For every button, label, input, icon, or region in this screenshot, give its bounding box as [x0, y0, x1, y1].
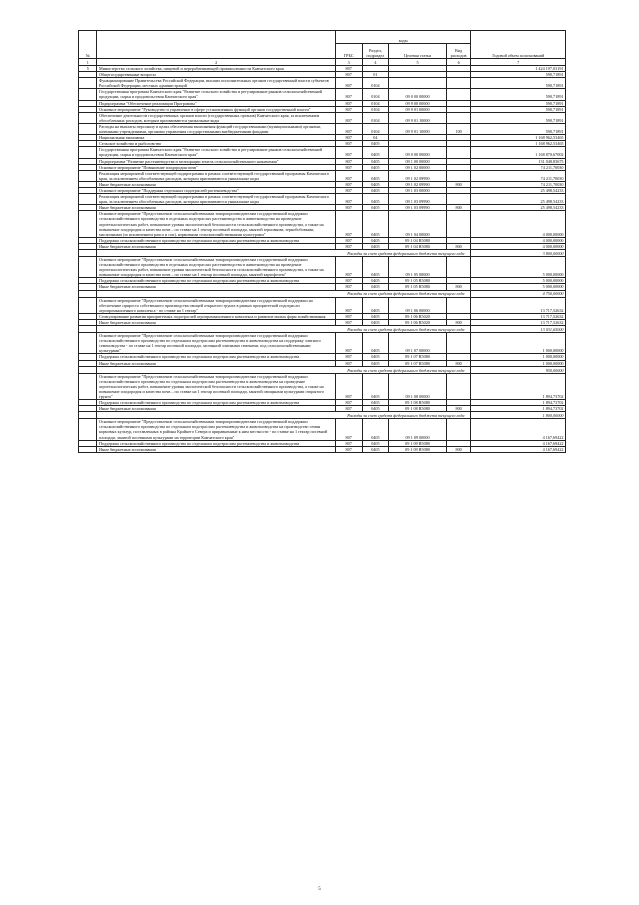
row-target: 09 1 09 00000: [389, 419, 447, 440]
row-grbs: 807: [335, 257, 362, 278]
row-razdel: 0104: [362, 123, 389, 134]
row-name: Сельское хозяйство и рыболовство: [97, 141, 335, 147]
table-row: [79, 419, 566, 440]
row-razdel: 0405: [362, 181, 389, 187]
row-name: Функционирование Правительства Российской Федерации, высших исполнительных органов государственной власти субъектов Российской Федерации, местных администраций: [97, 78, 335, 89]
row-vid: 800: [446, 205, 471, 211]
row-vid: [446, 78, 471, 89]
row-name: Основное мероприятие "Предоставление сельскохозяйственным товаропроизводителям государственной поддержки на обеспечение прироста собственного производства овощей открытого грунта в рамках приоритетной подотрасли агропромышленного комплекса - по ставке на 1 гектар": [97, 297, 335, 313]
row-target: 09 1 06 00000: [389, 297, 447, 313]
row-grbs: 807: [335, 78, 362, 89]
row-grbs: 807: [335, 181, 362, 187]
row-grbs: 807: [335, 100, 362, 106]
row-sum: 4 167,69422: [471, 440, 566, 446]
row-sum: 5 000,00000: [471, 284, 566, 290]
row-number: [79, 257, 97, 278]
row-sum: 25 498,54233: [471, 205, 566, 211]
row-razdel: 0405: [362, 297, 389, 313]
table-note-row: [79, 250, 566, 257]
row-target: 09 1 06 R5020: [389, 319, 447, 325]
row-name: Иные бюджетные ассигнования: [97, 360, 335, 366]
table-row: [79, 112, 566, 123]
row-razdel: 0405: [362, 141, 389, 147]
index-cell: 6: [446, 59, 471, 66]
row-number: [79, 194, 97, 205]
row-sum: 1 000,00000: [471, 354, 566, 360]
row-name: Иные бюджетные ассигнования: [97, 205, 335, 211]
table-row: [79, 194, 566, 205]
table-note-row: [79, 412, 566, 419]
row-razdel: 0405: [362, 278, 389, 284]
row-sum: 590,71891: [471, 123, 566, 134]
index-cell: 3: [335, 59, 362, 66]
row-target: 09 1 08 R5080: [389, 400, 447, 406]
row-sum: 5 000,00000: [471, 278, 566, 284]
table-row: [79, 373, 566, 399]
row-grbs: 807: [335, 112, 362, 123]
row-razdel: 0104: [362, 100, 389, 106]
row-target: 09 1 09 R5080: [389, 440, 447, 446]
row-sum: 74 211,70030: [471, 181, 566, 187]
header-grbs: ГРБС: [335, 44, 362, 59]
table-note-row: [79, 290, 566, 297]
row-razdel: 0405: [362, 319, 389, 325]
row-grbs: 807: [335, 194, 362, 205]
row-sum: 74 211,70030: [471, 170, 566, 181]
row-razdel: 0405: [362, 164, 389, 170]
row-grbs: 807: [335, 170, 362, 181]
row-grbs: 807: [335, 89, 362, 100]
row-target: 09 1 07 R5080: [389, 354, 447, 360]
note-sum: 13 031,65000: [471, 326, 566, 333]
row-razdel: 0104: [362, 106, 389, 112]
row-grbs: 807: [335, 164, 362, 170]
header-codes: коды: [335, 31, 471, 44]
row-grbs: 807: [335, 211, 362, 237]
row-name: Поддержка сельскохозяйственного производства по отдельным подотраслям растениеводства и животноводства: [97, 354, 335, 360]
row-number: [79, 211, 97, 237]
table-row: [79, 446, 566, 452]
table-row: [79, 211, 566, 237]
row-sum: 590,71891: [471, 106, 566, 112]
note-spacer: [79, 326, 97, 333]
row-sum: 590,71891: [471, 72, 566, 78]
row-sum: 13 717,52632: [471, 313, 566, 319]
row-name: Иные бюджетные ассигнования: [97, 284, 335, 290]
table-note-row: [79, 326, 566, 333]
row-target: 09 9 01 10000: [389, 112, 447, 123]
budget-table: [78, 30, 566, 453]
row-name: Реализация мероприятий соответствующей подпрограммы в рамках соответствующей государственной программы Камчатского края, за исключением обособленных расходов, которым присваиваются уникальные коды: [97, 170, 335, 181]
row-target: 09 1 05 00000: [389, 257, 447, 278]
row-number: [79, 78, 97, 89]
table-note-row: [79, 366, 566, 373]
row-razdel: 0405: [362, 237, 389, 243]
row-sum: 25 498,54233: [471, 187, 566, 193]
table-row: [79, 297, 566, 313]
row-razdel: 04: [362, 135, 389, 141]
row-sum: 4 000,00000: [471, 243, 566, 249]
row-number: [79, 123, 97, 134]
row-razdel: 0405: [362, 360, 389, 366]
row-sum: 1 000,00000: [471, 360, 566, 366]
row-name: Реализация мероприятий соответствующей подпрограммы в рамках соответствующей государственной программы Камчатского края, за исключением обособленных расходов, которым присваиваются уникальные коды: [97, 194, 335, 205]
note-text: Расходы за счет средств федерального бюджета текущего года: [97, 290, 471, 297]
row-name: Подпрограмма "Обеспечение реализации Программы": [97, 100, 335, 106]
row-razdel: 0405: [362, 440, 389, 446]
row-name: Основное мероприятие "Предоставление сельскохозяйственным товаропроизводителям государственной поддержки сельскохозяйственного производства в отдельных подотраслях растениеводства и животноводства на проведение агротехнологических работ, повышение уровня экологической безопасности сельскохозяйственного производства, а также на повышение плодородия и качества почв – по ставке на 1 гектар посевной площади, занятой зерновыми, зернобобовыми, масличными (за исключением рапса и сои), кормовыми сельскохозяйственными культурами": [97, 211, 335, 237]
row-razdel: 0405: [362, 194, 389, 205]
row-sum: 1 168 962,53465: [471, 141, 566, 147]
row-razdel: 0405: [362, 170, 389, 181]
row-razdel: 0405: [362, 400, 389, 406]
note-text: Расходы за счет средств федерального бюджета текущего года: [97, 250, 471, 257]
row-name: Расходы на выплаты персоналу в целях обеспечения выполнения функций государственными (муниципальными) органами, казенными учреждениями, органами управления государственными внебюджетными фондами: [97, 123, 335, 134]
row-grbs: 807: [335, 147, 362, 158]
header-vid: Вид расходов: [446, 44, 471, 59]
row-number: [79, 419, 97, 440]
row-number: [79, 112, 97, 123]
row-sum: 1 424 197,03191: [471, 66, 566, 72]
header-target: Целевая статья: [389, 44, 447, 59]
note-sum: 3 800,00000: [471, 250, 566, 257]
row-target: 09 1 08 R5080: [389, 406, 447, 412]
row-razdel: 0405: [362, 354, 389, 360]
row-sum: 25 498,54233: [471, 194, 566, 205]
row-name: Основное мероприятие "Предоставление сельскохозяйственным товаропроизводителям государственной поддержки сельскохозяйственного производства по отдельным подотраслям растениеводства и животноводства на поддержку элитного семеноводства - по ставке на 1 гектар посевной площади, засеянной элитными семенами, под сельскохозяйственными культурами": [97, 333, 335, 354]
row-name: Основное мероприятие "Предоставление сельскохозяйственным товаропроизводителям государственной поддержки сельскохозяйственного производства в отдельных подотраслях растениеводства и животноводства на проведение агротехнологических работ, повышение уровня экологической безопасности сельскохозяйственного производства, а также на повышение плодородия и качества почв – по ставке на 1 гектар посевной площади, занятой картофелем": [97, 257, 335, 278]
table-row: [79, 89, 566, 100]
row-name: Основное мероприятие "Поддержка отдельных подотраслей растениеводства": [97, 187, 335, 193]
row-target: 09 1 03 09990: [389, 205, 447, 211]
row-target: 09 1 07 00000: [389, 333, 447, 354]
index-cell: 1: [79, 59, 97, 66]
table-body: [79, 66, 566, 453]
row-target: 09 0 00 00000: [389, 147, 447, 158]
row-vid: [446, 147, 471, 158]
row-number: [79, 170, 97, 181]
row-target: 09 1 03 09990: [389, 194, 447, 205]
row-grbs: 807: [335, 360, 362, 366]
table-index-row: [79, 59, 566, 66]
row-target: 09 1 02 09990: [389, 181, 447, 187]
row-target: 09 1 07 R5080: [389, 360, 447, 366]
row-sum: 131 048,83675: [471, 158, 566, 164]
row-grbs: 807: [335, 319, 362, 325]
index-cell: 7: [471, 59, 566, 66]
row-sum: 1 168 962,53465: [471, 135, 566, 141]
header-num: №: [79, 31, 97, 59]
row-grbs: 807: [335, 243, 362, 249]
row-name: Министерство сельского хозяйства, пищевой и перерабатывающей промышленности Камчатского края: [97, 66, 335, 72]
row-razdel: 0405: [362, 373, 389, 399]
note-sum: 950,00000: [471, 366, 566, 373]
note-text: Расходы за счет средств федерального бюджета текущего года: [97, 412, 471, 419]
index-cell: 2: [97, 59, 335, 66]
row-grbs: 807: [335, 440, 362, 446]
row-vid: 800: [446, 181, 471, 187]
row-razdel: 0405: [362, 406, 389, 412]
row-sum: 5 000,00000: [471, 257, 566, 278]
row-name: Иные бюджетные ассигнования: [97, 319, 335, 325]
note-spacer: [79, 412, 97, 419]
table-row: [79, 257, 566, 278]
row-grbs: 807: [335, 284, 362, 290]
row-grbs: 807: [335, 313, 362, 319]
row-grbs: 807: [335, 72, 362, 78]
row-name: Поддержка сельскохозяйственного производства по отдельным подотраслям растениеводства и животноводства: [97, 278, 335, 284]
table-row: [79, 147, 566, 158]
row-vid: [446, 373, 471, 399]
row-razdel: 0405: [362, 187, 389, 193]
row-razdel: 0405: [362, 419, 389, 440]
note-spacer: [79, 366, 97, 373]
row-target: 09 1 06 R5020: [389, 313, 447, 319]
row-vid: [446, 170, 471, 181]
row-name: Иные бюджетные ассигнования: [97, 406, 335, 412]
table-row: [79, 78, 566, 89]
note-sum: 1 800,00000: [471, 412, 566, 419]
row-vid: [446, 211, 471, 237]
row-razdel: 0405: [362, 446, 389, 452]
note-sum: 4 750,00000: [471, 290, 566, 297]
row-number: [79, 333, 97, 354]
note-spacer: [79, 290, 97, 297]
row-name: Основное мероприятие "Повышение плодородия почв": [97, 164, 335, 170]
row-name: Иные бюджетные ассигнования: [97, 446, 335, 452]
row-razdel: 0405: [362, 158, 389, 164]
row-target: 09 1 00 00000: [389, 158, 447, 164]
row-grbs: 807: [335, 406, 362, 412]
note-text: Расходы за счет средств федерального бюджета текущего года: [97, 366, 471, 373]
row-name: Обеспечение деятельности государственных органов власти (государственных органов) Камчатского края, за исключением обособленных расходов, которым присваиваются уникальные коды: [97, 112, 335, 123]
row-name: Иные бюджетные ассигнования: [97, 181, 335, 187]
row-target: 09 1 04 R5080: [389, 243, 447, 249]
row-target: [389, 78, 447, 89]
row-name: Общегосударственные вопросы: [97, 72, 335, 78]
row-vid: [446, 333, 471, 354]
row-sum: 4 000,00000: [471, 211, 566, 237]
row-grbs: 807: [335, 373, 362, 399]
row-grbs: 807: [335, 158, 362, 164]
row-razdel: 0405: [362, 243, 389, 249]
row-target: 09 1 08 00000: [389, 373, 447, 399]
table-row: [79, 333, 566, 354]
row-name: Подпрограмма "Развитие растениеводства и мелиорации земель сельскохозяйственного назначения": [97, 158, 335, 164]
row-target: 09 1 05 R5080: [389, 284, 447, 290]
row-name: Иные бюджетные ассигнования: [97, 243, 335, 249]
row-vid: [446, 257, 471, 278]
row-sum: 13 717,52632: [471, 297, 566, 313]
row-razdel: 0104: [362, 112, 389, 123]
row-razdel: 01: [362, 72, 389, 78]
page-number: 5: [318, 887, 321, 892]
row-vid: 800: [446, 406, 471, 412]
row-grbs: 807: [335, 205, 362, 211]
header-razdel: Раздел, подраздел: [362, 44, 389, 59]
row-sum: 590,71891: [471, 78, 566, 89]
row-grbs: 807: [335, 135, 362, 141]
row-sum: 1 000,00000: [471, 333, 566, 354]
row-target: 09 9 01 00000: [389, 106, 447, 112]
row-name: Стимулирование развития приоритетных подотраслей агропромышленного комплекса и развитие малых форм хозяйствования: [97, 313, 335, 319]
row-grbs: 807: [335, 106, 362, 112]
row-grbs: 807: [335, 123, 362, 134]
row-name: Основное мероприятие "Предоставление сельскохозяйственным товаропроизводителям государственной поддержки сельскохозяйственного производства по отдельным подотраслям растениеводства и животноводства на проведение агротехнологических работ, повышение уровня экологической безопасности сельскохозяйственного производства, а также на повышение плодородия и качества почв – по ставке на 1 гектар посевной площади, занятой овощными культурами открытого грунта": [97, 373, 335, 399]
row-vid: 800: [446, 284, 471, 290]
row-vid: 800: [446, 319, 471, 325]
row-sum: 590,71891: [471, 100, 566, 106]
row-target: 09 1 02 00000: [389, 164, 447, 170]
row-razdel: 0405: [362, 147, 389, 158]
row-name: Государственная программа Камчатского края "Развитие сельского хозяйства и регулирование рынков сельскохозяйственной продукции, сырья и продовольствия Камчатского края": [97, 147, 335, 158]
row-grbs: 807: [335, 354, 362, 360]
row-target: 09 1 02 09990: [389, 170, 447, 181]
row-vid: 800: [446, 243, 471, 249]
table-row: [79, 123, 566, 134]
row-vid: [446, 112, 471, 123]
row-grbs: 807: [335, 187, 362, 193]
row-razdel: 0104: [362, 89, 389, 100]
row-target: 09 1 04 R5080: [389, 237, 447, 243]
row-razdel: 0405: [362, 284, 389, 290]
row-vid: [446, 419, 471, 440]
row-name: Поддержка сельскохозяйственного производства по отдельным подотраслям растениеводства и животноводства: [97, 400, 335, 406]
row-target: 09 0 00 00000: [389, 89, 447, 100]
row-target: 09 1 05 R5080: [389, 278, 447, 284]
row-number: [79, 446, 97, 452]
row-sum: 590,71891: [471, 112, 566, 123]
row-target: 09 1 04 00000: [389, 211, 447, 237]
note-spacer: [79, 250, 97, 257]
row-vid: 800: [446, 360, 471, 366]
row-target: 09 1 03 00000: [389, 187, 447, 193]
row-vid: 100: [446, 123, 471, 134]
row-number: [79, 147, 97, 158]
row-sum: 1 894,73702: [471, 400, 566, 406]
row-name: Национальная экономика: [97, 135, 335, 141]
row-sum: 4 167,69422: [471, 419, 566, 440]
row-number: [79, 89, 97, 100]
row-razdel: 0405: [362, 211, 389, 237]
row-name: Поддержка сельскохозяйственного производства по отдельным подотраслям растениеводства и животноводства: [97, 440, 335, 446]
row-razdel: 0104: [362, 78, 389, 89]
row-grbs: 807: [335, 297, 362, 313]
row-grbs: 807: [335, 141, 362, 147]
row-grbs: 807: [335, 333, 362, 354]
row-number: [79, 297, 97, 313]
index-cell: 4: [362, 59, 389, 66]
note-text: Расходы за счет средств федерального бюджета текущего года: [97, 326, 471, 333]
row-grbs: 807: [335, 446, 362, 452]
row-grbs: 807: [335, 278, 362, 284]
row-vid: [446, 194, 471, 205]
row-sum: 590,71891: [471, 89, 566, 100]
row-grbs: 807: [335, 419, 362, 440]
row-sum: 4 167,69422: [471, 446, 566, 452]
row-vid: [446, 297, 471, 313]
row-razdel: 0405: [362, 313, 389, 319]
row-target: 09 9 01 10000: [389, 123, 447, 134]
row-vid: 800: [446, 446, 471, 452]
row-razdel: 0405: [362, 257, 389, 278]
row-grbs: 807: [335, 66, 362, 72]
row-sum: 1 894,73702: [471, 373, 566, 399]
row-name: Поддержка сельскохозяйственного производства по отдельным подотраслям растениеводства и животноводства: [97, 237, 335, 243]
row-name: Основное мероприятие "Предоставление сельскохозяйственным товаропроизводителям государственной поддержки сельскохозяйственного производства по отдельным подотраслям растениеводства и животноводства на производство семян кормовых культур, поставленных в районы Крайнего Севера и приравненные к ним местности - по ставке на 1 гектар посевной площади, занятой посевными культурами на территории Камчатского края": [97, 419, 335, 440]
row-razdel: 0405: [362, 333, 389, 354]
row-sum: 1 168 870,67002: [471, 147, 566, 158]
index-cell: 5: [389, 59, 447, 66]
row-sum: 13 717,52632: [471, 319, 566, 325]
row-number: 5: [79, 66, 97, 72]
table-row: [79, 170, 566, 181]
row-sum: 4 000,00000: [471, 237, 566, 243]
row-target: 09 9 00 00000: [389, 100, 447, 106]
table-header-row: [79, 31, 566, 44]
row-grbs: 807: [335, 400, 362, 406]
row-target: 09 1 09 R5080: [389, 446, 447, 452]
row-sum: 1 894,73702: [471, 406, 566, 412]
row-number: [79, 373, 97, 399]
row-sum: 74 211,70030: [471, 164, 566, 170]
row-name: Основное мероприятие "Руководство и управление в сфере установленных функций органов государственной власти": [97, 106, 335, 112]
row-vid: [446, 89, 471, 100]
row-name: Государственная программа Камчатского края "Развитие сельского хозяйства и регулирование рынков сельскохозяйственной продукции, сырья и продовольствия Камчатского края": [97, 89, 335, 100]
row-razdel: 0405: [362, 205, 389, 211]
header-sum: Годовой объем ассигнований: [471, 31, 566, 59]
header-name: [97, 31, 335, 59]
row-grbs: 807: [335, 237, 362, 243]
